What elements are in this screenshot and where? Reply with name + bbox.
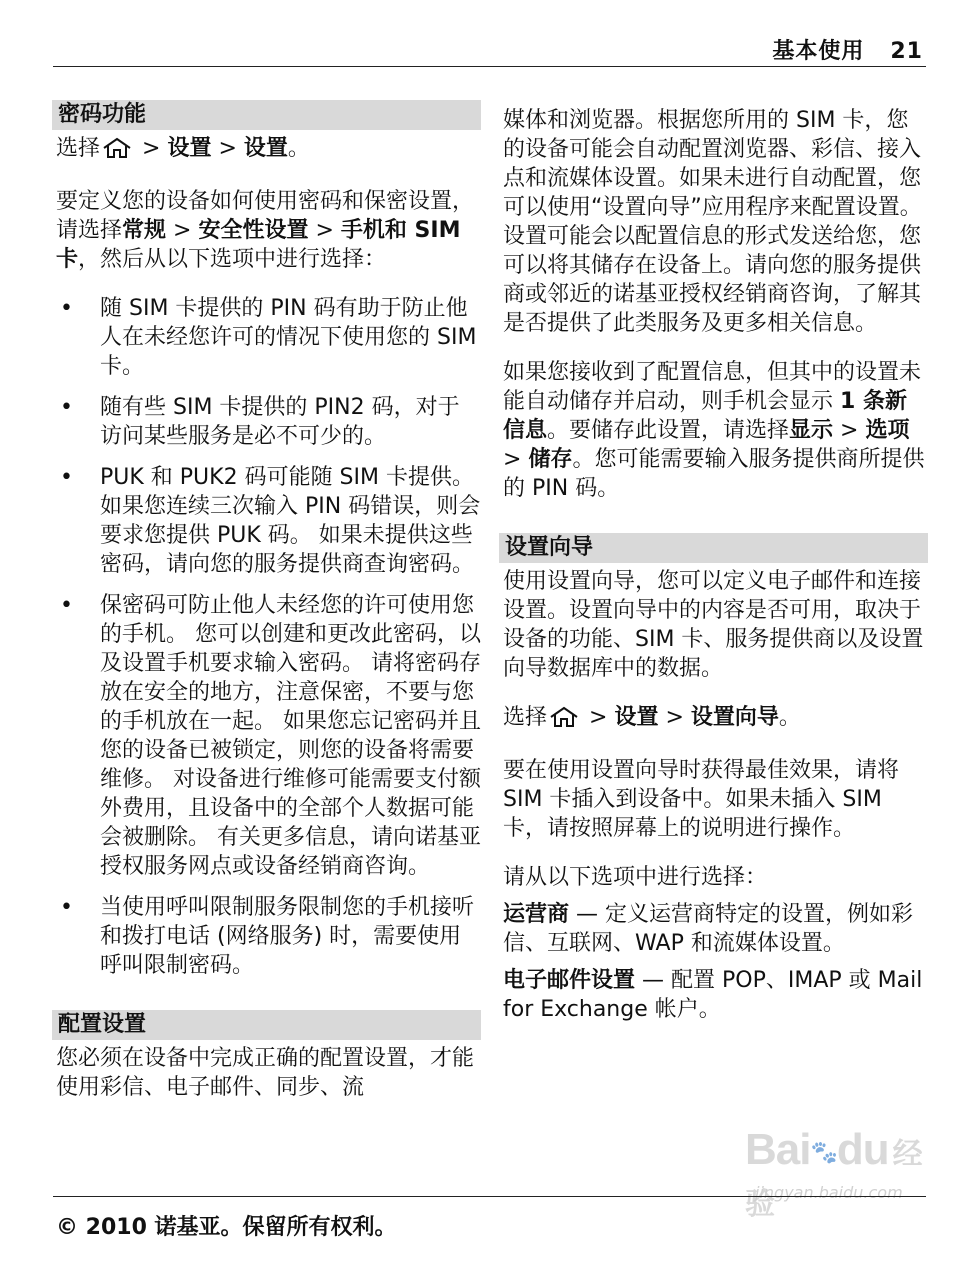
option-operator: 运营商 — 定义运营商特定的设置，例如彩信、互联网、WAP 和流媒体设置。 [503, 902, 914, 956]
option-email: 电子邮件设置 — 配置 POP、IMAP 或 Mail for Exchange 帐户。 [503, 968, 923, 1022]
footer-divider [53, 1196, 926, 1197]
section-title-wizard: 设置向导 [499, 533, 928, 563]
copyright-footer: © 2010 诺基亚。保留所有权利。 [56, 1215, 397, 1240]
baidu-watermark [745, 1125, 925, 1220]
paw-icon: 🐾 [810, 1139, 837, 1165]
wizard-paragraph: 使用设置向导，您可以定义电子邮件和连接设置。设置向导中的内容是否可用，取决于设备的功能、SIM 卡、服务提供商以及设置向导数据库中的数据。 [503, 569, 924, 681]
page-number: 21 [890, 39, 923, 64]
config-paragraph: 您必须在设备中完成正确的配置设置，才能使用彩信、电子邮件、同步、流 [56, 1046, 475, 1100]
config-message-paragraph: 如果您接收到了配置信息，但其中的设置未能自动储存并启动，则手机会显示 1 条新信息。要储存此设置，请选择显示 > 选项 > 储存。您可能需要输入服务提供商所提供的 PIN 码。 [503, 360, 925, 501]
watermark-url: jingyan.baidu.com [755, 1183, 903, 1202]
navigation-path: 选择 > 设置 > 设置向导。 [503, 703, 928, 736]
config-continued-paragraph: 媒体和浏览器。根据您所用的 SIM 卡，您的设备可能会自动配置浏览器、彩信、接入点和流媒体设置。如果未进行自动配置，您可以使用“设置向导”应用程序来配置设置。设置可能会以配置信息的形式发送给您，您可以将其储存在设备上。请向您的服务提供商或邻近的诺基亚授权经销商咨询，了解其是否提供了此类服务及更多相关信息。 [503, 108, 922, 336]
right-column [503, 106, 928, 1044]
section-title-passwords: 密码功能 [52, 100, 481, 130]
page-header [0, 0, 971, 68]
options-intro: 请从以下选项中进行选择： [503, 865, 768, 890]
header-divider [53, 66, 926, 67]
home-icon [549, 706, 579, 736]
watermark-logo: Bai🐾du 经验 [745, 1125, 922, 1221]
list-item: • 保密码可防止他人未经您的许可使用您的手机。 您可以创建和更改此密码，以及设置手机要求输入密码。 请将密码存放在安全的地方，注意保密，不要与您的手机放在一起。 如果您忘记密码并且您的设备已被锁定，则您的设备将需要维修。 对设备进行维修可能需要支付额外费用，且设备中的全部个人数据可能会被删除。 有关更多信息，请向诺基亚授权服务网点或设备经销商咨询。 [60, 593, 481, 879]
section-name: 基本使用 [772, 39, 865, 64]
left-column [56, 100, 481, 1122]
navigation-path: 选择 > 设置 > 设置。 [56, 134, 481, 167]
home-icon [102, 137, 132, 167]
header-title [772, 34, 923, 65]
list-item: • 随 SIM 卡提供的 PIN 码有助于防止他人在未经您许可的情况下使用您的 SIM 卡。 [60, 296, 477, 379]
list-item: • 当使用呼叫限制服务限制您的手机接听和拨打电话 (网络服务) 时，需要使用呼叫限制密码。 [60, 895, 475, 978]
password-bullet-list [56, 294, 481, 980]
intro-paragraph: 要定义您的设备如何使用密码和保密设置，请选择常规 > 安全性设置 > 手机和 SIM 卡，然后从以下选项中进行选择： [56, 189, 475, 272]
list-item: • PUK 和 PUK2 码可能随 SIM 卡提供。 如果您连续三次输入 PIN 码错误，则会要求您提供 PUK 码。 如果未提供这些密码，请向您的服务提供商查询密码。 [60, 465, 481, 577]
list-item: • 随有些 SIM 卡提供的 PIN2 码，对于访问某些服务是必不可少的。 [60, 395, 460, 449]
sim-paragraph: 要在使用设置向导时获得最佳效果，请将 SIM 卡插入到设备中。如果未插入 SIM 卡，请按照屏幕上的说明进行操作。 [503, 758, 900, 841]
section-title-config: 配置设置 [52, 1010, 481, 1040]
